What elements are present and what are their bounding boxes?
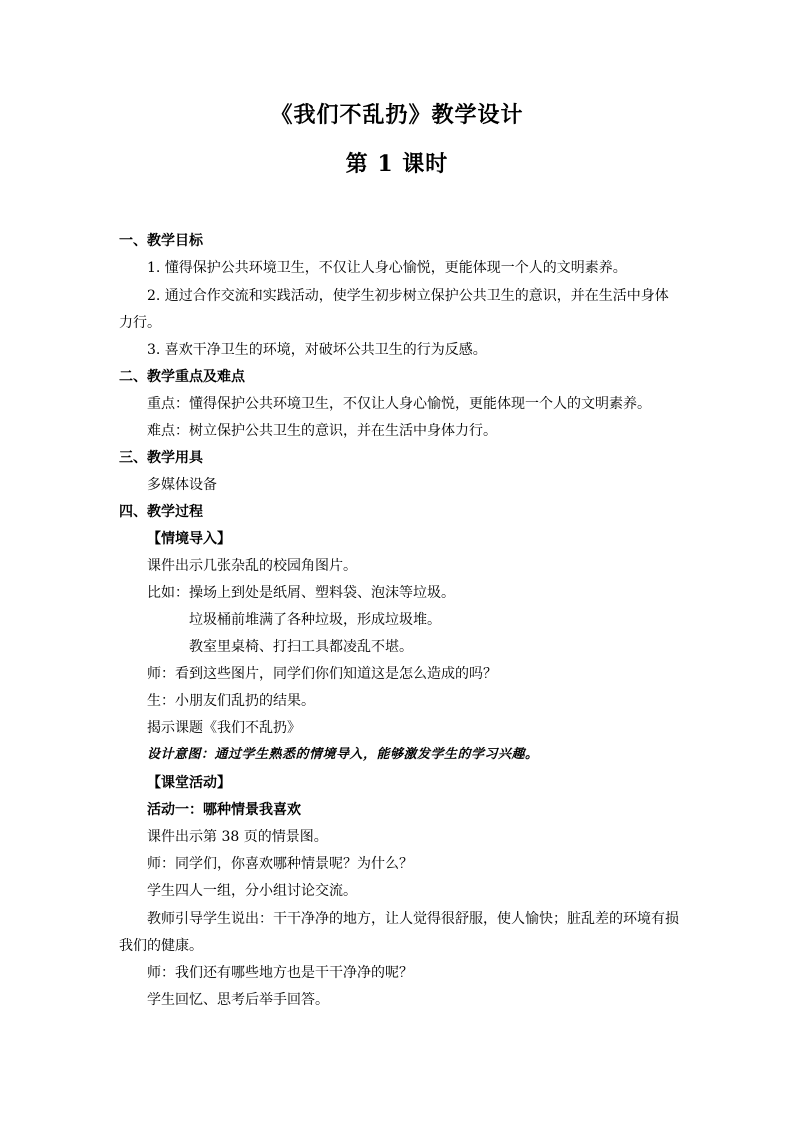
section-heading-materials: 三、教学用具 (119, 450, 203, 466)
paragraph: 教室里桌椅、打扫工具都凌乱不堪。 (189, 639, 413, 655)
materials-text: 多媒体设备 (147, 477, 217, 493)
paragraph: 课件出示几张杂乱的校园角图片。 (147, 558, 357, 574)
paragraph: 学生四人一组，分小组讨论交流。 (147, 883, 357, 899)
paragraph: 师：看到这些图片，同学们你们知道这是怎么造成的吗？ (147, 666, 497, 682)
document-title: 《我们不乱扔》教学设计 (270, 102, 524, 128)
key-point: 重点：懂得保护公共环境卫生，不仅让人身心愉悦，更能体现一个人的文明素养。 (147, 396, 651, 412)
activity-1-heading: 活动一：哪种情景我喜欢 (147, 802, 301, 818)
objective-3: 3. 喜欢干净卫生的环境，对破坏公共卫生的行为反感。 (147, 342, 487, 358)
objective-2: 2. 通过合作交流和实践活动，使学生初步树立保护公共卫生的意识，并在生活中身体 (147, 288, 669, 304)
paragraph: 师：同学们，你喜欢哪种情景呢？为什么？ (147, 856, 413, 872)
section-heading-process: 四、教学过程 (119, 504, 203, 520)
paragraph: 我们的健康。 (119, 938, 203, 954)
difficult-point: 难点：树立保护公共卫生的意识，并在生活中身体力行。 (147, 423, 497, 439)
subsection-activities: 【课堂活动】 (147, 775, 231, 791)
lesson-subtitle: 第 1 课时 (345, 151, 449, 177)
paragraph: 学生回忆、思考后举手回答。 (147, 992, 329, 1008)
paragraph: 师：我们还有哪些地方也是干干净净的呢？ (147, 965, 413, 981)
paragraph: 生：小朋友们乱扔的结果。 (147, 693, 315, 709)
objective-2-continued: 力行。 (119, 315, 161, 331)
design-intent: 设计意图：通过学生熟悉的情境导入，能够激发学生的学习兴趣。 (147, 747, 539, 762)
paragraph: 比如：操场上到处是纸屑、塑料袋、泡沫等垃圾。 (147, 585, 455, 601)
paragraph: 垃圾桶前堆满了各种垃圾，形成垃圾堆。 (189, 612, 441, 628)
section-heading-key-points: 二、教学重点及难点 (119, 369, 245, 385)
objective-1: 1. 懂得保护公共环境卫生，不仅让人身心愉悦，更能体现一个人的文明素养。 (147, 260, 627, 276)
subsection-intro: 【情境导入】 (147, 531, 231, 547)
paragraph: 揭示课题《我们不乱扔》 (147, 720, 301, 736)
paragraph: 教师引导学生说出：干干净净的地方，让人觉得很舒服，使人愉快；脏乱差的环境有损 (147, 911, 679, 927)
paragraph: 课件出示第 38 页的情景图。 (147, 829, 328, 845)
section-heading-objectives: 一、教学目标 (119, 233, 203, 249)
